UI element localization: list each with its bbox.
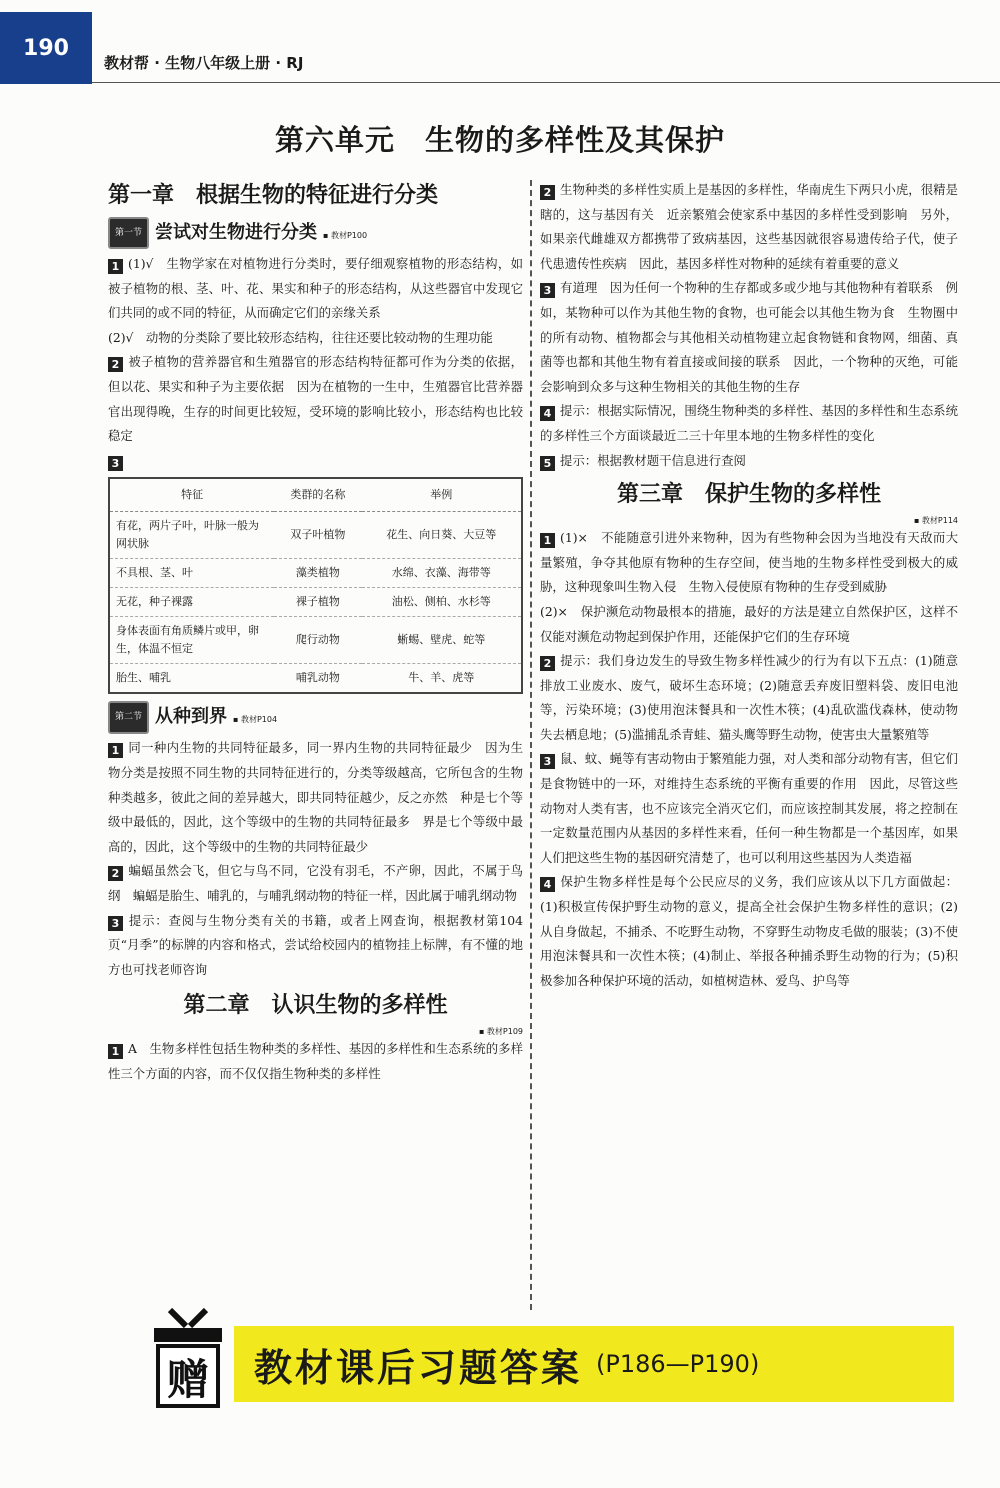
banner-title: 教材课后习题答案 xyxy=(254,1345,583,1390)
table-row xyxy=(109,617,522,664)
answer-text: 提示：根据教材题干信息进行查阅 xyxy=(560,452,746,468)
question-number: 3 xyxy=(540,754,555,769)
table-row xyxy=(109,664,522,694)
textbook-ref: ▪ 教材P109 xyxy=(478,1027,523,1037)
question-number: 2 xyxy=(108,357,123,372)
answer-key-banner xyxy=(148,1300,954,1410)
question-number: 2 xyxy=(540,656,555,671)
table-cell: 无花，种子裸露 xyxy=(109,588,274,617)
question-number: 3 xyxy=(108,456,123,471)
table-header: 特征 xyxy=(109,478,274,512)
table-cell: 双子叶植物 xyxy=(274,512,361,559)
table-cell: 胎生、哺乳 xyxy=(116,671,171,685)
gift-box-icon xyxy=(148,1300,228,1410)
answer-text: (1)√ 生物学家在对植物进行分类时，要仔细观察植物的形态结构，如被子植物的根、茎、叶、花、果实和种子的形态结构，从这些器官中发现它们共同的或不同的特征，从而确定它们的亲缘关系 xyxy=(108,256,523,321)
answer-2 xyxy=(108,859,523,908)
answer-text: 蝙蝠虽然会飞，但它与鸟不同，它没有羽毛，不产卵，因此，不属于鸟纲 蝙蝠是胎生、哺乳的，与哺乳纲动物的特征一样，因此属于哺乳纲动物 xyxy=(108,863,523,903)
table-cell: 哺乳动物 xyxy=(295,671,340,685)
table-cell: 油松、侧柏、水杉等 xyxy=(362,588,522,617)
table-cell: 有花，两片子叶，叶脉一般为网状脉 xyxy=(109,512,274,559)
table-header-row xyxy=(109,478,522,512)
section-badge: 第二节 xyxy=(108,701,149,734)
page-number: 190 xyxy=(0,12,92,84)
section-badge: 第一节 xyxy=(108,217,149,250)
answer-2 xyxy=(540,649,958,747)
answer-text: (1)× 不能随意引进外来物种，因为有些物种会因为当地没有天敌而大量繁殖，争夺其他原有物种的生存空间，使当地的生物多样性受到极大的威胁，这种现象叫生物入侵 生物入侵使原有物种的生存受到威胁 xyxy=(540,530,958,595)
banner-range: (P186—P190) xyxy=(596,1350,760,1378)
question-number: 1 xyxy=(108,743,123,758)
table-header: 类群的名称 xyxy=(274,478,361,512)
question-number: 1 xyxy=(108,1044,123,1059)
gift-char: 赠 xyxy=(166,1355,210,1404)
question-number: 5 xyxy=(540,456,555,471)
answer-text: 被子植物的营养器官和生殖器官的形态结构特征都可作为分类的依据，但以花、果实和种子为主要依据 因为在植物的一生中，生殖器官比营养器官出现得晚，生存的时间更比较短，受环境的影响比较小，形态结构也比较稳定 xyxy=(108,354,523,444)
section-1-heading xyxy=(108,218,523,248)
answer-text: 鼠、蚊、蝇等有害动物由于繁殖能力强，对人类和部分动物有害，但它们是食物链中的一环，对维持生态系统的平衡有重要的作用 因此，尽管这些动物对人类有害，也不应该完全消灭它们，而应该控制其发展，将之控制在一定数量范围内从基因的多样性来看，任何一种生物都是一个基因库，如果人们把这些生物的基因研究清楚了，也可以利用这些基因为人类造福 xyxy=(540,751,958,865)
table-row xyxy=(109,512,522,559)
table-cell: 花生、向日葵、大豆等 xyxy=(362,512,522,559)
table-cell: 裸子植物 xyxy=(274,588,361,617)
answer-text: 提示：根据实际情况，围绕生物种类的多样性、基因的多样性和生态系统的多样性三个方面谈最近二三十年里本地的生物多样性的变化 xyxy=(540,403,958,443)
answer-4 xyxy=(540,870,958,993)
table-cell: 爬行动物 xyxy=(274,617,361,664)
table-cell: 身体表面有角质鳞片或甲，卵生，体温不恒定 xyxy=(109,617,274,664)
answer-text: 有道理 因为任何一个物种的生存都或多或少地与其他物种有着联系 例如，某物种可以作为其他生物的食物，也可能会以其他生物为食 生物圈中的所有动物、植物都会与其他相关动植物建立起食物链和食物网，细菌、真菌等也都和其他生物有着直接或间接的联系 因此，一个物种的灭绝，可能会影响到众多与这种生物相关的其他生物的生存 xyxy=(540,280,958,394)
answer-3 xyxy=(108,449,523,474)
table-header: 举例 xyxy=(362,478,522,512)
answer-2 xyxy=(540,178,958,276)
answer-3 xyxy=(108,909,523,983)
table-cell: 牛、羊、虎等 xyxy=(408,671,475,685)
answer-text: 提示：我们身边发生的导致生物多样性减少的行为有以下五点：(1)随意排放工业废水、废气，破坏生态环境；(2)随意丢弃废旧塑料袋、废旧电池等，污染环境；(3)使用泡沫餐具和一次性木筷；(4)乱砍滥伐森林，使动物失去栖息地；(5)滥捕乱杀青蛙、猫头鹰等野生动物，使害虫大量繁殖等 xyxy=(540,653,958,742)
section-title: 从种到界 xyxy=(155,706,228,728)
question-number: 1 xyxy=(108,259,123,274)
table-cell: 藻类植物 xyxy=(274,559,361,588)
section-title: 尝试对生物进行分类 xyxy=(155,221,318,243)
banner-bar xyxy=(234,1326,954,1402)
page-header xyxy=(0,0,1000,84)
unit-title: 第六单元 生物的多样性及其保护 xyxy=(274,123,725,157)
question-number: 4 xyxy=(540,406,555,421)
question-number: 2 xyxy=(540,185,555,200)
answer-text: A 生物多样性包括生物种类的多样性、基因的多样性和生态系统的多样性三个方面的内容，而不仅仅指生物种类的多样性 xyxy=(108,1041,523,1081)
answer-1 xyxy=(108,1037,523,1086)
answer-1 xyxy=(108,736,523,859)
question-number: 1 xyxy=(540,533,555,548)
column-divider xyxy=(530,180,532,1310)
section-2-heading xyxy=(108,702,523,732)
right-column xyxy=(540,178,958,993)
textbook-ref: ▪ 教材P100 xyxy=(323,230,368,240)
answer-1 xyxy=(540,526,958,600)
answer-text: 生物种类的多样性实质上是基因的多样性，华南虎生下两只小虎，很精是瞎的，这与基因有关 近亲繁殖会使家系中基因的多样性受到影响 另外，如果亲代雌雄双方都携带了致病基因，这些基因就很容易遗传给子代，使子代患遗传性疾病 因此，基因多样性对物种的延续有着重要的意义 xyxy=(540,182,958,271)
table-row xyxy=(109,559,522,588)
textbook-ref: ▪ 教材P114 xyxy=(913,516,958,526)
classification-table xyxy=(108,477,523,694)
answer-4 xyxy=(540,399,958,448)
table-cell: 水绵、衣藻、海带等 xyxy=(362,559,522,588)
left-column xyxy=(108,178,523,1086)
table-cell: 不具根、茎、叶 xyxy=(109,559,274,588)
chapter-2-title: 第二章 认识生物的多样性 xyxy=(183,993,448,1019)
textbook-ref: ▪ 教材P104 xyxy=(233,715,278,725)
question-number: 3 xyxy=(540,283,555,298)
answer-5 xyxy=(540,449,958,474)
answer-1b: (2)√ 动物的分类除了要比较形态结构，往往还要比较动物的生理功能 xyxy=(108,329,493,345)
chapter-1-title: 第一章 根据生物的特征进行分类 xyxy=(108,183,439,208)
answer-text: 保护生物多样性是每个公民应尽的义务，我们应该从以下几方面做起：(1)积极宣传保护野生动物的意义，提高全社会保护生物多样性的意识；(2)从自身做起，不捕杀、不吃野生动物，不穿野生动物皮毛做的服装；(3)不使用泡沫餐具和一次性木筷；(4)制止、举报各种捕杀野生动物的行为；(5)积极参加各种保护环境的活动，如植树造林、爱鸟、护鸟等 xyxy=(540,874,958,988)
answer-text: 同一种内生物的共同特征最多，同一界内生物的共同特征最少 因为生物分类是按照不同生物的共同特征进行的，分类等级越高，它所包含的生物种类越多，彼此之间的差异越大，即共同特征越少，反之亦然 种是七个等级中最低的，因此，这个等级中的生物的共同特征最多 界是七个等级中最高的，因此，这个等级中的生物的共同特征最少 xyxy=(108,740,523,854)
answer-3 xyxy=(540,747,958,870)
answer-1 xyxy=(108,252,523,326)
header-rule xyxy=(92,82,1000,83)
answer-3 xyxy=(540,276,958,399)
table-row xyxy=(109,588,522,617)
book-title: 教材帮 · 生物八年级上册 · RJ xyxy=(104,54,304,72)
question-number: 3 xyxy=(108,916,123,931)
answer-2 xyxy=(108,350,523,448)
answer-text: 提示：查阅与生物分类有关的书籍，或者上网查询，根据教材第104页“月季”的标牌的内容和格式，尝试给校园内的植物挂上标牌，有不懂的地方也可找老师咨询 xyxy=(108,912,523,977)
answer-1b: (2)× 保护濒危动物最根本的措施，最好的方法是建立自然保护区，这样不仅能对濒危动物起到保护作用，还能保护它们的生存环境 xyxy=(540,603,958,644)
question-number: 2 xyxy=(108,866,123,881)
question-number: 4 xyxy=(540,877,555,892)
chapter-3-title: 第三章 保护生物的多样性 xyxy=(616,482,881,508)
table-cell: 蜥蜴、壁虎、蛇等 xyxy=(362,617,522,664)
